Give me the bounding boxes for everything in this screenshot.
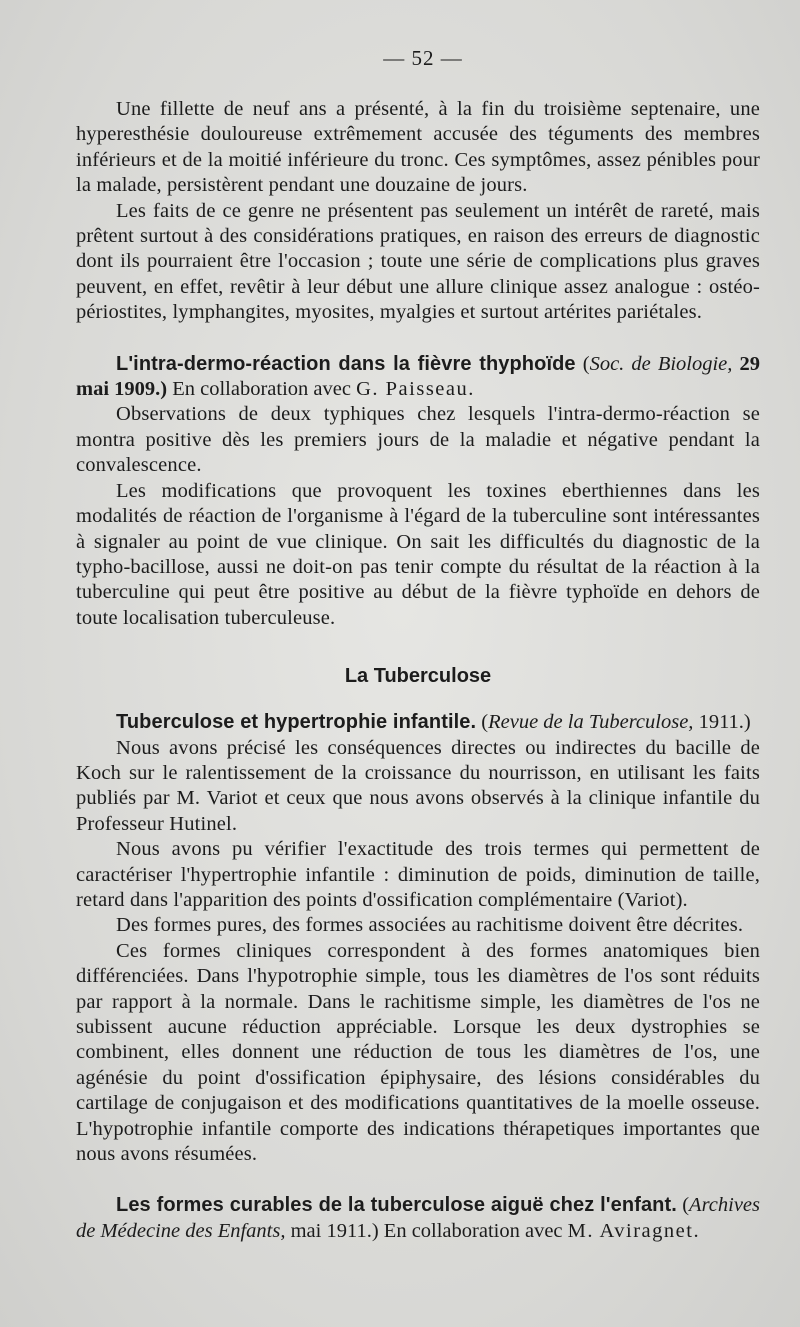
collab-name: M. Aviragnet. bbox=[567, 1219, 701, 1242]
entry-source: Archives de Médecine des Enfants, bbox=[76, 1194, 761, 1242]
entry-heading bbox=[76, 352, 760, 403]
entry-paragraph-1: Nous avons précisé les conséquences directes ou indirectes du bacille de Koch sur le ralentissement de la croissance du nourrisson, en utilisant les faits publiés par M. Variot et ceux que nous avons observés à la clinique infantile du Professeur Hutinel. bbox=[76, 736, 760, 835]
entry-intra-dermo-reaction bbox=[76, 352, 760, 631]
source-open: ( bbox=[676, 1194, 690, 1217]
entry-formes-curables bbox=[76, 1193, 760, 1244]
section-heading: La Tuberculose bbox=[344, 665, 492, 688]
entry-paragraph-4: Ces formes cliniques correspondent à des formes anatomiques bien différenciées. Dans l'hypotrophie simple, tous les diamètres de l'os sont réduits par rapport à la normale. Dans le rachitisme simple, les diamètres de l'os ne subissent aucune réduction appréciable. Lorsque les deux dystrophies se combinent, elles donnent une réduction de tous les diamètres de l'os, une agénésie du point d'ossification épiphysaire, des lésions considérables du cartilage de conjugaison et des modifications quantitatives de la moelle osseuse. L'hypotrophie infantile comporte des indications thérapetiques importantes que nous avons résumées. bbox=[76, 939, 760, 1166]
entry-paragraph-2: Les modifications que provoquent les toxines eberthiennes dans les modalités de réaction de l'organisme à l'égard de la tuberculine sont intéressantes à signaler au point de vue clinique. On sait les difficultés du diagnostic de la typho-bacillose, aussi ne doit-on pas tenir compte du résultat de la réaction à la tuberculine qui peut être positive au début de la fièvre typhoïde en dehors de toute localisation tuberculeuse. bbox=[76, 479, 760, 629]
entry-tuberculose-hypertrophie bbox=[76, 710, 760, 1167]
collab-prefix: En collaboration avec bbox=[378, 1219, 568, 1242]
entry-date: 1911.) bbox=[693, 711, 751, 734]
entry-paragraph-3: Des formes pures, des formes associées au rachitisme doivent être décrites. bbox=[116, 914, 744, 937]
entry-title: Tuberculose et hypertrophie infantile. bbox=[116, 711, 477, 734]
collab-prefix: En collaboration avec bbox=[167, 378, 357, 401]
page-number: — 52 — bbox=[383, 46, 463, 70]
entry-date: mai 1911.) bbox=[285, 1219, 379, 1242]
entry-date: 29 mai 1909.) bbox=[76, 352, 760, 401]
entry-heading bbox=[76, 1193, 760, 1244]
intro-section bbox=[76, 97, 760, 326]
intro-paragraph-1: Une fillette de neuf ans a présenté, à la fin du troisième septenaire, une hyperesthésie douloureuse extrêmement accusée des téguments des membres inférieurs et de la moitié inférieure du tronc. Ces symptômes, assez pénibles pour la malade, persistèrent pendant une douzaine de jours. bbox=[76, 98, 760, 197]
source-open: ( bbox=[575, 352, 590, 375]
entry-paragraph-2: Nous avons pu vérifier l'exactitude des trois termes qui permettent de caractériser l'hypertrophie infantile : diminution de poids, diminution de taille, retard dans l'apparition des points d'ossification complémentaire (Variot). bbox=[76, 838, 760, 911]
entry-source: Soc. de Biologie, bbox=[589, 352, 733, 375]
collab-name: G. Paisseau. bbox=[356, 378, 475, 401]
intro-paragraph-2: Les faits de ce genre ne présentent pas seulement un intérêt de rareté, mais prêtent surtout à des considérations pratiques, en raison des erreurs de diagnostic dont ils pourraient être l'occasion ; toute une série de complications plus graves peuvent, en effet, revêtir à leur début une allure clinique assez analogue : ostéo-périostites, lymphangites, myosites, myalgies et surtout artérites pariétales. bbox=[76, 199, 760, 324]
entry-paragraph-1: Observations de deux typhiques chez lesquels l'intra-dermo-réaction se montra positive dès les premiers jours de la maladie et négative pendant la convalescence. bbox=[76, 403, 760, 477]
entry-title: Les formes curables de la tuberculose aiguë chez l'enfant. bbox=[116, 1194, 677, 1217]
entry-title: L'intra-dermo-réaction dans la fièvre thyphoïde bbox=[116, 352, 576, 375]
source-open: ( bbox=[476, 711, 489, 734]
entry-heading bbox=[76, 710, 760, 735]
entry-source: Revue de la Tuberculose, bbox=[488, 711, 694, 734]
